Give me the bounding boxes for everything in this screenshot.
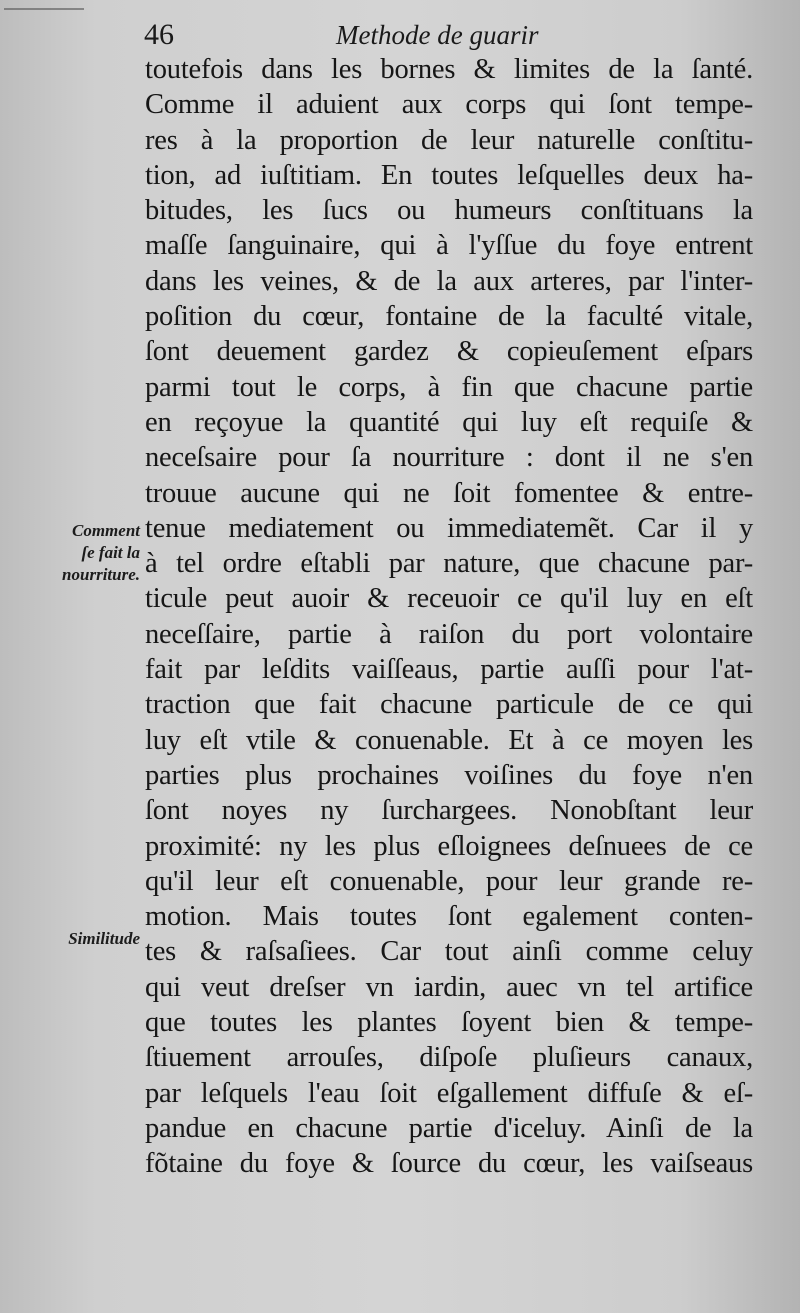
margin-note-line: Comment — [71, 521, 140, 540]
text-line: proximité: ny les plus eſloignees deſnuees de ce — [145, 830, 753, 862]
text-line: neceſſaire, partie à raiſon du port volontaire — [145, 618, 753, 650]
text-line: res à la proportion de leur naturelle conſtitu- — [145, 124, 753, 156]
margin-note-line: ſe fait la — [81, 543, 140, 562]
margin-note-similitude — [30, 928, 140, 950]
text-line: fait par leſdits vaiſſeaus, partie auſſi pour l'at- — [145, 654, 753, 686]
text-line: neceſsaire pour ſa nourriture : dont il ne s'en — [145, 442, 753, 474]
text-line: toutefois dans les bornes & limites de la ſanté. — [145, 54, 753, 85]
bleed-through-text — [10, 140, 130, 160]
text-line: tenue mediatement ou immediatemẽt. Car il y — [145, 512, 753, 544]
text-line: ſtiuement arrouſes, diſpoſe pluſieurs canaux, — [145, 1042, 753, 1074]
body-text — [145, 52, 753, 1182]
text-line: parmi tout le corps, à fin que chacune partie — [145, 371, 753, 403]
text-line: bitudes, les ſucs ou humeurs conſtituans la — [145, 195, 753, 227]
text-line: qui veut dreſser vn iardin, auec vn tel artifice — [145, 971, 753, 1003]
scan-edge-mark — [4, 8, 84, 10]
text-line: traction que fait chacune particule de ce qui — [145, 689, 753, 721]
text-line: luy eſt vtile & conuenable. Et à ce moyen les — [145, 724, 753, 756]
text-line: à tel ordre eſtabli par nature, que chacune par- — [145, 548, 753, 580]
text-line: en reçoyue la quantité qui luy eſt requiſe & — [145, 406, 753, 438]
text-line: poſition du cœur, fontaine de la faculté vitale, — [145, 301, 753, 333]
text-line: maſſe ſanguinaire, qui à l'yſſue du foye entrent — [145, 230, 753, 262]
text-line: ſont noyes ny ſurchargees. Nonobſtant leur — [145, 795, 753, 827]
text-line: ticule peut auoir & receuoir ce qu'il luy en eſt — [145, 583, 753, 615]
text-line: ſont deuement gardez & copieuſement eſpars — [145, 336, 753, 368]
text-line: qu'il leur eſt conuenable, pour leur grande re- — [145, 865, 753, 897]
text-line: motion. Mais toutes ſont egalement conten- — [145, 901, 753, 933]
text-line: trouue aucune qui ne ſoit fomentee & entre- — [145, 477, 753, 509]
text-line: tion, ad iuſtitiam. En toutes leſquelles deux ha- — [145, 159, 753, 191]
text-line: tes & raſsaſiees. Car tout ainſi comme celuy — [145, 936, 753, 968]
text-line: Comme il aduient aux corps qui ſont tempe- — [145, 89, 753, 121]
page-number: 46 — [144, 18, 174, 51]
running-title: Methode de guarir — [336, 20, 539, 50]
margin-note-line: nourriture. — [62, 565, 140, 584]
text-line: fõtaine du foye & ſource du cœur, les vaiſseaus — [145, 1148, 753, 1180]
text-line: par leſquels l'eau ſoit eſgallement diffuſe & eſ- — [145, 1077, 753, 1109]
text-line: pandue en chacune partie d'iceluy. Ainſi de la — [145, 1112, 753, 1144]
text-line: dans les veines, & de la aux arteres, par l'inter- — [145, 265, 753, 297]
text-line: parties plus prochaines voiſines du foye n'en — [145, 759, 753, 791]
text-line: que toutes les plantes ſoyent bien & tempe- — [145, 1007, 753, 1039]
margin-note-line: Similitude — [68, 929, 140, 948]
margin-note-nourriture — [30, 520, 140, 586]
